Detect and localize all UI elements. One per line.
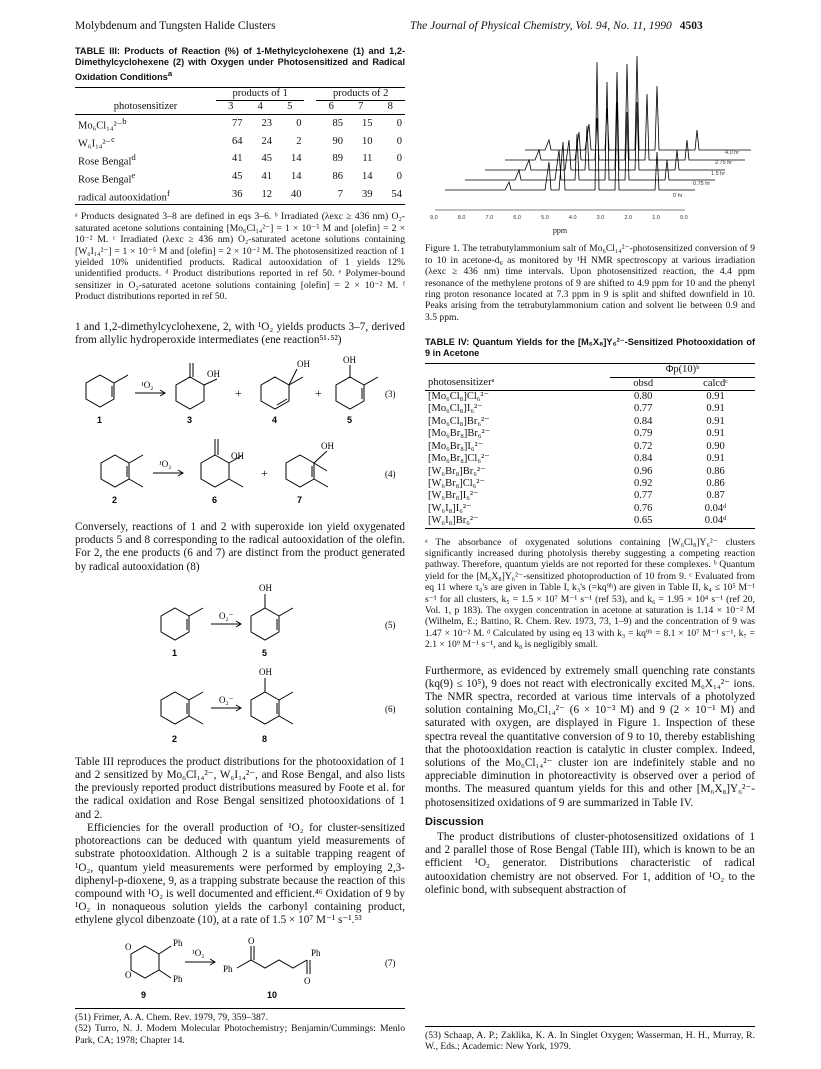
table3-cell: 24 <box>261 135 272 147</box>
table4-sensitizer: [Mo₆Cl₈]Br₆²⁻ <box>428 415 490 427</box>
table4-calcd: 0.04ᵈ <box>704 502 727 514</box>
table4-calcd: 0.91 <box>706 415 725 427</box>
trace-label: 2.75 hr <box>715 160 733 166</box>
trace-label: 1.5 hr <box>711 171 726 177</box>
footnote-mark: e <box>131 169 136 180</box>
table3-caption: TABLE III: Products of Reaction (%) of 1-Methylcyclohexene (1) and 1,2-Dimethylcyclohexene (2) with Oxygen under Photosensitized and Radical Oxidation Conditions$^a$ <box>75 46 405 83</box>
compound-number: 10 <box>267 989 278 1000</box>
nmr-tick-label: 9.0 <box>430 215 438 221</box>
table3-cell: 0 <box>396 135 402 147</box>
right-references: (53) Schaap, A. P.; Zaklika, K. A. In Singlet Oxygen; Wasserman, H. H., Murray, R. W., Eds.; Academic: New York, 1979. <box>425 1030 755 1053</box>
table3-cell: 64 <box>231 135 243 147</box>
table3-row <box>75 133 405 151</box>
equation-number: (3) <box>385 389 396 400</box>
table3-sensitizer: Mo₆Cl₁₄²⁻$^b$ <box>78 115 127 132</box>
table3-cell: 90 <box>332 135 343 147</box>
compound-number: 2 <box>112 495 118 506</box>
table4-calcd: 0.91 <box>706 453 725 465</box>
phenyl-label: Ph <box>173 973 183 984</box>
table4-row <box>425 490 755 502</box>
table3-cell: 15 <box>361 117 373 129</box>
table4-obsd: 0.76 <box>633 502 653 514</box>
table4-obsd: 0.96 <box>633 465 653 477</box>
compound-number: 6 <box>212 495 218 506</box>
table4-row <box>425 503 755 515</box>
table3-cell: 7 <box>337 189 343 201</box>
table4-row <box>425 478 755 490</box>
reagent-label: ¹O₂ <box>159 459 172 470</box>
section-heading: Discussion <box>425 815 484 828</box>
table3-col: 7 <box>358 101 364 113</box>
table3-row <box>75 114 405 132</box>
paragraph: Table III reproduces the product distributions for the photooxidation of 1 and 2 sensitized by Mo₆Cl₁₄²⁻, W₆I₁₄²⁻, and Rose Bengal, and also lists the previously reported product distributions measured by Foote et al. for the radical oxidation and Rose Bengal sensitized photooxidations of 1 and 2. <box>75 755 405 821</box>
table3-cell: 14 <box>290 171 302 183</box>
table3-header-row <box>75 101 405 114</box>
table4-sensitizer: [W₆Br₈]Cl₆²⁻ <box>428 477 485 489</box>
atom-label: O <box>125 969 132 980</box>
table4 <box>425 363 755 528</box>
table3-cell: 45 <box>231 171 243 183</box>
table3-cell: 0 <box>396 117 402 129</box>
reference: (51) Frimer, A. A. Chem. Rev. 1979, 79, 359–387. <box>75 1012 268 1023</box>
trace-label: 0 hr <box>673 193 683 199</box>
compound-number: 1 <box>97 415 103 426</box>
right-column <box>425 42 755 897</box>
table4-sensitizer: [W₆Br₈]Br₆²⁻ <box>428 465 486 477</box>
paragraph: Conversely, reactions of 1 and 2 with superoxide ion yield oxygenated products 5 and 8 corresponding to the radical autooxidation of the olefin. For 2, the ene products (6 and 7) are distinct from the product generated by radical autooxidation (8) <box>75 521 405 573</box>
scheme-eq7 <box>75 934 405 1006</box>
table4-sensitizer: [W₆I₈]Br₆²⁻ <box>428 515 479 527</box>
equation-number: (7) <box>385 957 396 968</box>
paragraph: Efficiencies for the overall production of ¹O₂ for cluster-sensitized photoreactions can be deduced with quantum yield measurements of substrate photooxidation. Although 2 is a suitable trapping reagent of ¹O₂, quantum yield measurements were performed by employing 2,3-diphenyl-p-dioxene, 9, as a trapping substrate because the reaction of this compound with ¹O₂ is well documented and efficient.⁴⁶ Oxidation of 9 by ¹O₂ in nonaqueous solution yields the carbonyl containing product, ethylene glycol dibenzoate (10), at a rate of 1.5 × 10⁷ M⁻¹ s⁻¹.⁵³ <box>75 821 405 927</box>
table3-cell: 85 <box>332 117 343 129</box>
scheme-eq5-eq6 <box>75 580 405 752</box>
table4-row <box>425 453 755 465</box>
table4-obsd: 0.80 <box>633 391 653 403</box>
table4-row <box>425 416 755 428</box>
table3-cell: 0 <box>396 153 402 165</box>
table3-col: 4 <box>257 101 263 113</box>
table3-cell: 14 <box>361 171 373 183</box>
table4-obsd: 0.77 <box>633 490 653 502</box>
table3-cell: 89 <box>332 153 343 165</box>
journal-citation: The Journal of Physical Chemistry, Vol. 94, No. 11, 1990 4503 <box>410 20 703 32</box>
compound-number: 5 <box>347 415 353 426</box>
nmr-tick-label: 4.0 <box>568 215 577 221</box>
paragraph: Furthermore, as evidenced by extremely small quenching rate constants (kq(9) ≤ 10⁵), 9 does not react with electronically excited M₆X₁₄²⁻ ions. The NMR spectra, recorded at various time intervals of a photolyzed solution containing Mo₆Cl₁₄²⁻ (6 × 10⁻³ M) and 9 (2 × 10⁻¹ M) and saturated with oxygen, are displayed in Figure 1. Inspection of these spectra reveal the quantitative conversion of 9 to 10, thereby establishing that the photooxidation reaction is catalytic in cluster complex. Indeed, solutions of the Mo₆Cl₁₄²⁻ cluster ion are indefinitely stable and no appreciable diminution in photoreactivity is observed over a period of months. The measured quantum yields for this and other [M₆X₈]Y₆²⁻-photosensitized oxidations of 9 are summarized in Table IV. <box>425 664 755 809</box>
table3-row <box>75 151 405 169</box>
table4-calcd: 0.86 <box>706 477 725 489</box>
table3-cell: 41 <box>261 171 272 183</box>
table4-obsd: 0.72 <box>633 440 653 452</box>
atom-label: O <box>304 975 311 986</box>
table3-col: 6 <box>328 101 334 113</box>
table4-obsd: 0.65 <box>633 515 653 527</box>
nmr-tick-label: 1.0 <box>652 215 660 221</box>
table3-sensitizer: Rose Bengal$^e$ <box>78 169 136 186</box>
left-references <box>75 1012 405 1046</box>
reagent-label: ¹O₂ <box>141 380 154 391</box>
table3-cell: 41 <box>231 153 243 165</box>
oh-label: OH <box>321 441 334 452</box>
oh-label: OH <box>259 582 272 593</box>
left-column <box>75 46 405 1006</box>
plus-sign: + <box>261 466 268 481</box>
table3-sensitizer: W₆I₁₄²⁻$^c$ <box>78 133 115 150</box>
nmr-spectra-svg <box>425 42 755 222</box>
footnote-mark: c <box>111 133 115 144</box>
table4-row <box>425 441 755 453</box>
table4-sensitizer: [Mo₆Cl₈]I₆²⁻ <box>428 403 483 415</box>
phenyl-label: Ph <box>173 937 183 948</box>
table3-cell: 39 <box>361 189 373 201</box>
paragraph: The product distributions of cluster-photosensitized oxidations of 1 and 2 parallel those of Rose Bengal (Table III), which is known to be an efficient ¹O₂ generator. Distributions characteristic of radical autooxidation chemistry are not observed. For 1, addition of ¹O₂ to the olefinic bond, with subsequent abstraction of <box>425 831 755 896</box>
table4-row <box>425 391 755 404</box>
nmr-axis-label: ppm <box>552 226 568 236</box>
plus-sign: + <box>315 386 322 401</box>
compound-number: 5 <box>262 647 268 658</box>
table4-obsd: 0.84 <box>633 415 653 427</box>
table4-calcd: 0.87 <box>706 490 725 502</box>
oh-label: OH <box>207 369 220 380</box>
nmr-tick-label: 0.0 <box>680 215 688 221</box>
scheme-eq3-eq4 <box>75 355 405 515</box>
nmr-tick-label: 2.0 <box>624 215 633 221</box>
table4-sensitizer: [Mo₆Cl₈]Cl₆²⁻ <box>428 391 490 403</box>
page-number: 4503 <box>679 20 703 32</box>
table3-row <box>75 187 405 205</box>
equation-number: (4) <box>385 469 396 480</box>
table4-obsd: 0.79 <box>633 428 653 440</box>
table3-col: 5 <box>287 101 293 113</box>
oh-label: OH <box>297 359 310 370</box>
footnote-mark: f <box>166 187 170 198</box>
figure1-caption: Figure 1. The tetrabutylammonium salt of Mo₆Cl₁₄²⁻-photosensitized conversion of 9 to 10 in acetone-d₆ as monitored by ¹H NMR spectroscopy at various irradiation (λexc ≥ 436 nm) time intervals. Upon photosensitized reaction, the 4.4 ppm resonance of the methylene protons of 9 are shifted to 4.9 ppm for 10 and the phenyl ring proton resonance located at 7.3 ppm in 9 is split and shifted downfield in 10. Peaks arising from the tetrabutylammonium cation and solvent lie between 0.9 and 3.5 ppm. <box>425 243 755 323</box>
compound-number: 3 <box>187 415 193 426</box>
footnote-mark: d <box>131 151 136 162</box>
table4-col-obsd: obsd <box>633 377 654 389</box>
compound-number: 8 <box>262 733 268 744</box>
table4-sensitizer: [Mo₆Br₈]Cl₆²⁻ <box>428 453 490 465</box>
nmr-tick-label: 7.0 <box>485 215 494 221</box>
trace-label: 0.75 hr <box>693 181 711 187</box>
table3-cell: 40 <box>290 189 302 201</box>
table3-cell: 14 <box>290 153 302 165</box>
table3-col: 8 <box>387 101 393 113</box>
equation-number: (5) <box>385 619 396 630</box>
oh-label: OH <box>231 451 244 462</box>
table4-row <box>425 428 755 440</box>
table3-footnotes: ᵃ Products designated 3–8 are defined in eqs 3–6. ᵇ Irradiated (λexc ≥ 436 nm) O₂-saturated acetone solutions containing [Mo₆Cl₁₄²⁻] = 1 × 10⁻⁵ M and [olefin] = 2 × 10⁻² M. ᶜ Irradiated (λexc ≥ 436 nm) O₂-saturated acetone solutions containing [W₆I₁₄²⁻] = 1 × 10⁻⁵ M and [olefin] = 2 × 10⁻² M. The photosensitized reaction of 1 yielded 10% unidentified products. Radical autooxidation of 1 yields 12% unidentified products. ᵈ Product distributions reported in ref 50. ᵉ Polymer-bound sensitizer in O₂-saturated acetone solutions containing [olefin] = 2 × 10⁻² M. ᶠ Product distributions reported in ref 50. <box>75 211 405 303</box>
phenyl-label: Ph <box>223 963 233 974</box>
compound-number: 4 <box>272 415 278 426</box>
compound-number: 1 <box>172 647 178 658</box>
table3-col-photosensitizer: photosensitizer <box>113 101 178 113</box>
table3-cell: 86 <box>332 171 343 183</box>
reaction-scheme-svg <box>75 580 405 752</box>
phenyl-label: Ph <box>311 947 321 958</box>
table3-cell: 54 <box>391 189 402 201</box>
table3-cell: 77 <box>231 117 243 129</box>
table4-footnotes: ᵃ The absorbance of oxygenated solutions containing [W₆Cl₈]Y₆²⁻ clusters significantly increased during photolysis thereby suggesting a competing reaction pathway. Therefore, quantum yields are not reported for these complexes. ᵇ Quantum yield for the [M₆X₈]Y₆²⁻-sensitized photoproduction of 10 from 9. ᶜ Evaluated from eq 11 where τ₀'s are given in Table I, k₃'s (=kq⁹ʰ) are given in Table II, k₄ ≤ 10⁵ M⁻¹ s⁻¹ for all clusters, k₅ = 1.5 × 10⁷ M⁻¹ s⁻¹ (ref 53), and k₆ = 1.95 × 10⁴ s⁻¹ (ref 20, Vol. 1, p 183). The oxygen concentration in acetone at saturation is 1.14 × 10⁻² M (Wilhelm, E.; Battino, R. Chem. Rev. 1973, 73, 1–9) and the concentration of 9 was 1.47 × 10⁻² M. ᵈ Calculated by using eq 13 with k₃ = kq⁹ʰ = 8.1 × 10⁷ M⁻¹ s⁻¹, k₇ = 2.1 × 10⁹ M⁻¹ s⁻¹, and k₈ is negligibly small. <box>425 536 755 651</box>
plus-sign: + <box>235 386 242 401</box>
table3-cell: 36 <box>231 189 243 201</box>
table4-obsd: 0.84 <box>633 453 653 465</box>
reference: (52) Turro, N. J. Modern Molecular Photochemistry; Benjamin/Cummings: Menlo Park, CA; 1978; Chapter 14. <box>75 1023 405 1046</box>
equation-number: (6) <box>385 703 396 714</box>
table3-sensitizer: Rose Bengal$^d$ <box>78 151 136 168</box>
table3-col: 3 <box>228 101 234 113</box>
table4-calcd: 0.04ᵈ <box>704 515 727 527</box>
table4-calcd: 0.90 <box>706 440 725 452</box>
table3-cell: 0 <box>296 117 302 129</box>
nmr-tick-label: 8.0 <box>457 215 466 221</box>
nmr-tick-label: 6.0 <box>513 215 521 221</box>
table4-calcd: 0.91 <box>706 403 725 415</box>
table4-row <box>425 466 755 478</box>
table3-row <box>75 169 405 187</box>
table4-sensitizer: [W₆Br₈]I₆²⁻ <box>428 490 479 502</box>
atom-label: O <box>125 941 132 952</box>
table4-phi-header: Φp(10)ᵇ <box>610 364 755 377</box>
oh-label: OH <box>259 666 272 677</box>
trace-label: 4.0 hr <box>725 150 740 156</box>
reagent-label: O₂⁻ <box>219 610 234 621</box>
footnote-mark: b <box>122 115 127 126</box>
table4-col-calcd: calcdᶜ <box>703 377 728 389</box>
table3-cell: 45 <box>261 153 272 165</box>
atom-label: O <box>248 935 255 946</box>
compound-number: 7 <box>297 495 303 506</box>
nmr-tick-label: 3.0 <box>596 215 605 221</box>
table3-sensitizer: radical autooxidation$^f$ <box>78 187 170 203</box>
table3-cell: 11 <box>362 153 373 165</box>
oh-label: OH <box>343 355 356 366</box>
table3-cell: 10 <box>361 135 373 147</box>
table4-sensitizer: [Mo₆Br₈]Br₆²⁻ <box>428 428 491 440</box>
table4-row <box>425 515 755 528</box>
figure1-nmr <box>425 42 755 237</box>
paragraph: 1 and 1,2-dimethylcyclohexene, 2, with ¹O₂ yields products 3–7, derived from allylic hydroperoxide intermediates (ene reaction⁵¹·⁵²) <box>75 320 405 346</box>
table3-group1: products of 1 <box>216 88 304 101</box>
table3 <box>75 87 405 205</box>
table4-row <box>425 403 755 415</box>
table3-cell: 12 <box>261 189 272 201</box>
reagent-label: O₂⁻ <box>219 694 234 705</box>
table4-caption: TABLE IV: Quantum Yields for the [M₆X₈]Y₆²⁻-Sensitized Photooxidation of 9 in Acetone <box>425 337 755 359</box>
reagent-label: ¹O₂ <box>192 947 205 958</box>
compound-number: 9 <box>141 989 147 1000</box>
table4-col-photosensitizer: photosensitizerᵃ <box>428 377 495 389</box>
table3-cell: 2 <box>296 135 302 147</box>
table4-calcd: 0.86 <box>706 465 725 477</box>
nmr-tick-label: 5.0 <box>541 215 549 221</box>
table3-group2: products of 2 <box>316 88 405 101</box>
reaction-scheme-svg <box>75 934 405 1006</box>
table4-sensitizer: [W₆I₈]I₆²⁻ <box>428 502 472 514</box>
table4-sensitizer: [Mo₆Br₈]I₆²⁻ <box>428 440 484 452</box>
table3-cell: 0 <box>396 171 402 183</box>
reaction-scheme-svg <box>75 355 405 515</box>
table4-calcd: 0.91 <box>706 391 725 403</box>
table4-obsd: 0.77 <box>633 403 653 415</box>
table4-obsd: 0.92 <box>633 477 653 489</box>
table3-cell: 23 <box>261 117 272 129</box>
running-head: Molybdenum and Tungsten Halide Clusters <box>75 20 276 32</box>
compound-number: 2 <box>172 733 178 744</box>
table4-calcd: 0.91 <box>706 428 725 440</box>
